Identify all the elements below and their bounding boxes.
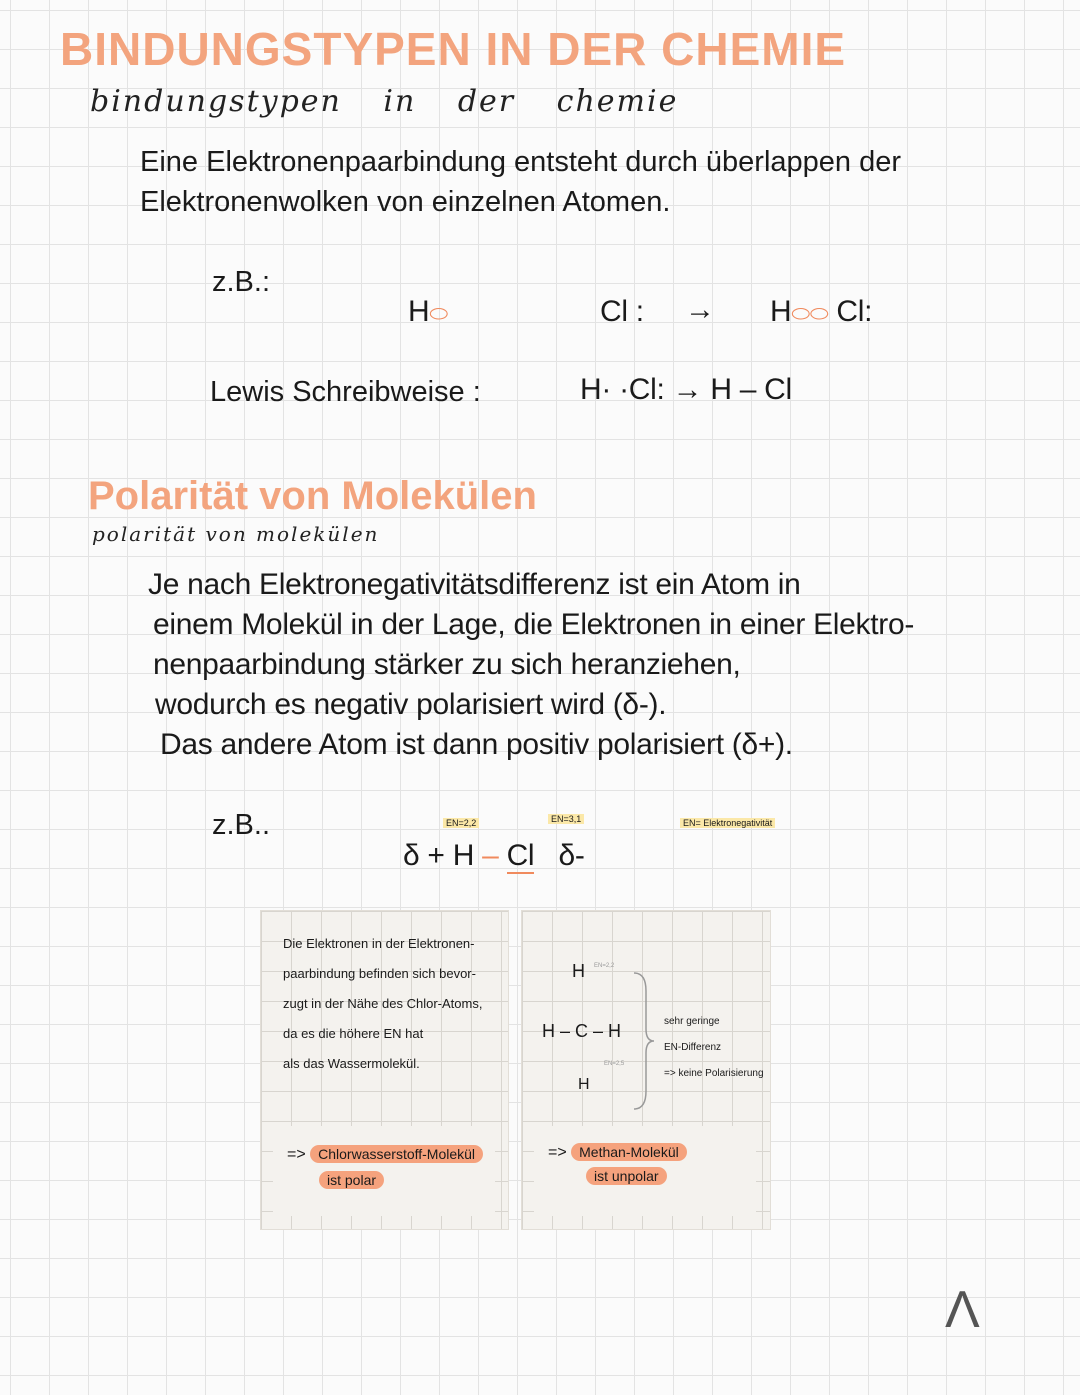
card-left-line: zugt in der Nähe des Chlor-Atoms, [283,996,483,1011]
card-left-line: da es die höhere EN hat [283,1026,424,1041]
methane-bottom-h: H [578,1076,590,1093]
card-left-line: Die Elektronen in der Elektronen- [283,936,475,951]
polarity-line-3: nenpaarbindung stärker zu sich heranziehen, [153,648,741,681]
methane-en-h: EN=2,2 [594,963,615,969]
card-left-line: als das Wassermolekül. [283,1056,420,1071]
h-atom [408,292,448,333]
section-heading: Polarität von Molekülen [88,474,537,518]
implies-arrow: => [548,1144,567,1161]
methane-note: EN-Differenz [664,1042,722,1053]
polarity-line-2: einem Molekül in der Lage, die Elektronen in einer Elektro- [153,608,915,641]
methane-note: => keine Polarisierung [664,1068,764,1079]
hcl-formula [403,836,585,875]
card-hcl [260,910,509,1230]
polarity-line-4: wodurch es negativ polarisiert wird (δ-). [155,688,667,721]
delta-plus: δ + [403,839,445,872]
product-cl: Cl: [836,295,873,328]
en-legend: EN= Elektronegativität [680,818,775,828]
result-highlight: Chlorwasserstoff-Molekül [310,1145,483,1163]
lewis-formula: H· ·Cl: → H – Cl [580,373,792,406]
card-methane [521,910,771,1230]
methane-note: sehr geringe [664,1016,720,1027]
hcl-cl: Cl [506,839,535,872]
methane-top-h: H [572,961,585,981]
result-highlight: ist polar [319,1171,384,1189]
title-block-letters: BINDUNGSTYPEN IN DER CHEMIE [60,23,847,75]
h-atom-symbol: H [408,295,430,328]
section-heading-script: polarität von molekülen [92,522,380,546]
card-left-line: paarbindung befinden sich bevor- [283,966,476,981]
example1-label: z.B.: [212,266,271,298]
title-script: bindungstypen in der chemie [90,84,679,119]
methane-en-c: EN=2,5 [604,1061,625,1067]
overlap-clouds-icon: ⬭⬭ [791,301,829,326]
card-right-result [534,1126,756,1216]
electron-cloud-icon: ⬭ [429,301,448,326]
card-left-result [273,1126,495,1216]
example2-label: z.B.. [212,809,271,841]
en-h-label: EN=2,2 [443,818,479,828]
delta-minus: δ- [558,839,585,872]
product-h: H [770,295,792,328]
polarity-line-5: Das andere Atom ist dann positiv polarisiert (δ+). [160,728,793,761]
lewis-label: Lewis Schreibweise : [210,376,481,408]
reaction-arrow: → [685,293,715,326]
methane-notes [664,1009,764,1087]
card-left-text [273,929,495,1079]
cl-atom: Cl : [600,295,644,328]
implies-arrow: => [287,1146,306,1163]
intro-line-1: Eine Elektronenpaarbindung entsteht durch überlappen der [140,146,901,178]
hcl-bond: – [482,839,499,872]
hcl-h: H [452,839,475,872]
intro-line-2: Elektronenwolken von einzelnen Atomen. [140,186,671,218]
product-molecule [770,292,872,333]
page-mark: Λ [945,1281,980,1339]
methane-middle: H – C – H [542,1021,622,1041]
result-highlight: Methan-Molekül [571,1143,687,1161]
curly-brace-icon [630,971,656,1111]
result-highlight: ist unpolar [586,1167,667,1185]
en-cl-label: EN=3,1 [548,814,584,824]
polarity-line-1: Je nach Elektronegativitätsdifferenz ist ein Atom in [148,568,801,601]
